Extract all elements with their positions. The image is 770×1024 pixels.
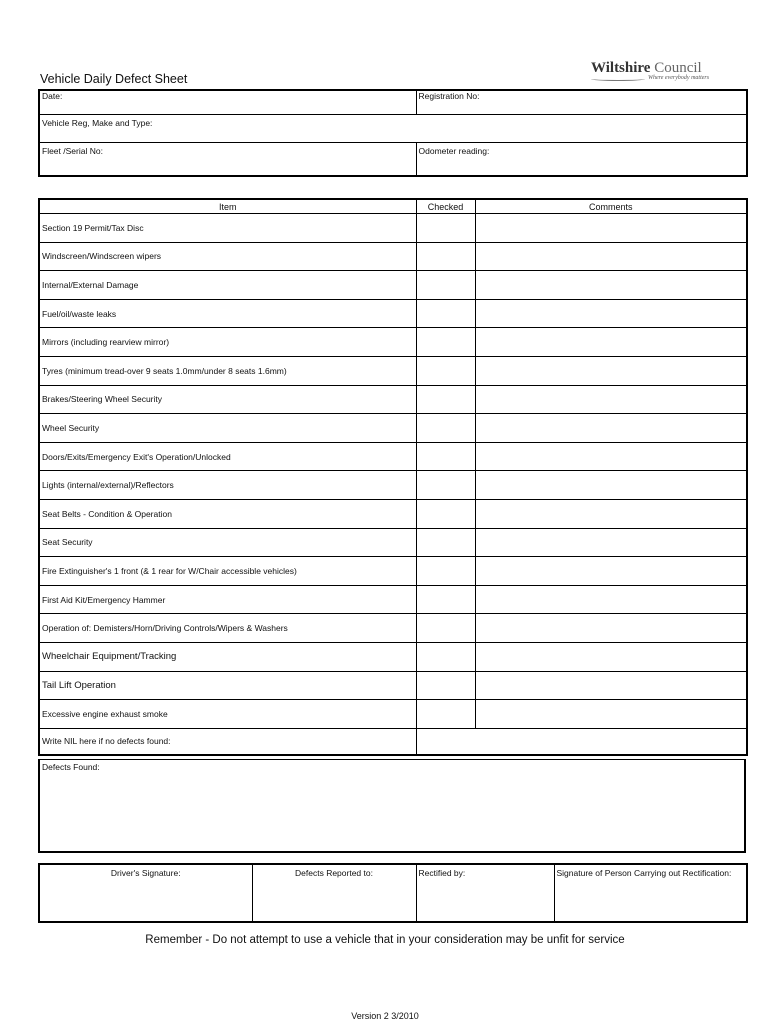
column-header-comments: Comments	[475, 199, 747, 214]
driver-signature-label: Driver's Signature:	[110, 868, 181, 878]
comments-cell[interactable]	[475, 356, 747, 385]
item-label: Seat Security	[39, 528, 416, 557]
checked-cell[interactable]	[416, 214, 475, 243]
nil-field[interactable]	[39, 728, 416, 755]
table-header-row	[39, 199, 747, 214]
nil-row	[39, 728, 747, 755]
item-label: Doors/Exits/Emergency Exit's Operation/Unlocked	[39, 442, 416, 471]
fleet-field[interactable]	[39, 142, 416, 176]
logo-tagline: Where everybody matters	[648, 75, 710, 81]
comments-cell[interactable]	[475, 214, 747, 243]
odometer-label: Odometer reading:	[418, 145, 490, 156]
column-header-checked: Checked	[416, 199, 475, 214]
table-row	[39, 414, 747, 443]
table-row	[39, 385, 747, 414]
comments-cell[interactable]	[475, 614, 747, 643]
table-row	[39, 671, 747, 700]
table-row	[39, 471, 747, 500]
checked-cell[interactable]	[416, 242, 475, 271]
registration-label: Registration No:	[418, 91, 480, 101]
table-row	[39, 557, 747, 586]
comments-cell[interactable]	[475, 328, 747, 357]
checked-cell[interactable]	[416, 471, 475, 500]
defect-check-table	[38, 198, 748, 756]
rectified-by-field[interactable]	[416, 864, 554, 922]
item-label: Mirrors (including rearview mirror)	[39, 328, 416, 357]
table-row	[39, 242, 747, 271]
date-field[interactable]	[39, 90, 416, 114]
rectified-by-label: Rectified by:	[418, 868, 466, 878]
checked-cell[interactable]	[416, 700, 475, 729]
remember-notice: Remember - Do not attempt to use a vehicle that in your consideration may be unfit for service	[145, 934, 625, 946]
item-label: Seat Belts - Condition & Operation	[39, 499, 416, 528]
table-row	[39, 328, 747, 357]
checked-cell[interactable]	[416, 557, 475, 586]
comments-cell[interactable]	[475, 642, 747, 671]
table-row	[39, 700, 747, 729]
nil-label: Write NIL here if no defects found:	[42, 736, 171, 747]
table-row	[39, 442, 747, 471]
item-label: Tail Lift Operation	[39, 671, 416, 700]
checked-cell[interactable]	[416, 442, 475, 471]
table-row	[39, 614, 747, 643]
table-row	[39, 585, 747, 614]
checked-cell[interactable]	[416, 356, 475, 385]
checked-cell[interactable]	[416, 328, 475, 357]
comments-cell[interactable]	[475, 271, 747, 300]
item-label: Wheel Security	[39, 414, 416, 443]
defects-found-label: Defects Found:	[42, 762, 100, 772]
checked-cell[interactable]	[416, 385, 475, 414]
item-label: Section 19 Permit/Tax Disc	[39, 214, 416, 243]
comments-cell[interactable]	[475, 557, 747, 586]
item-label: Internal/External Damage	[39, 271, 416, 300]
fleet-label: Fleet /Serial No:	[42, 145, 103, 156]
item-label: Tyres (minimum tread-over 9 seats 1.0mm/under 8 seats 1.6mm)	[39, 356, 416, 385]
comments-cell[interactable]	[475, 471, 747, 500]
defects-found-field[interactable]	[38, 759, 746, 853]
table-row	[39, 528, 747, 557]
comments-cell[interactable]	[475, 442, 747, 471]
checked-cell[interactable]	[416, 499, 475, 528]
vehicle-reg-label: Vehicle Reg, Make and Type:	[42, 117, 153, 128]
logo-name-bold: Wiltshire	[591, 60, 651, 76]
comments-cell[interactable]	[475, 585, 747, 614]
checked-cell[interactable]	[416, 299, 475, 328]
checked-cell[interactable]	[416, 642, 475, 671]
comments-cell[interactable]	[475, 299, 747, 328]
comments-cell[interactable]	[475, 499, 747, 528]
logo-name-light: Council	[654, 60, 702, 76]
checked-cell[interactable]	[416, 614, 475, 643]
item-label: Brakes/Steering Wheel Security	[39, 385, 416, 414]
driver-signature-field[interactable]	[39, 864, 252, 922]
item-label: Fuel/oil/waste leaks	[39, 299, 416, 328]
defects-reported-field[interactable]	[252, 864, 416, 922]
table-row	[39, 356, 747, 385]
rectifier-signature-field[interactable]	[554, 864, 747, 922]
item-label: Windscreen/Windscreen wipers	[39, 242, 416, 271]
item-label: Excessive engine exhaust smoke	[39, 700, 416, 729]
logo-swoosh-icon	[591, 77, 645, 81]
checked-cell[interactable]	[416, 271, 475, 300]
table-row	[39, 499, 747, 528]
item-label: Operation of: Demisters/Horn/Driving Controls/Wipers & Washers	[39, 614, 416, 643]
comments-cell[interactable]	[475, 414, 747, 443]
table-row	[39, 299, 747, 328]
comments-cell[interactable]	[475, 671, 747, 700]
table-row	[39, 642, 747, 671]
vehicle-reg-field[interactable]	[39, 114, 747, 142]
checked-cell[interactable]	[416, 528, 475, 557]
signature-table	[38, 863, 748, 923]
defects-reported-label: Defects Reported to:	[295, 868, 373, 878]
rectifier-signature-label: Signature of Person Carrying out Rectification:	[556, 868, 732, 878]
table-row	[39, 214, 747, 243]
date-label: Date:	[42, 91, 63, 101]
checked-cell[interactable]	[416, 585, 475, 614]
item-label: Wheelchair Equipment/Tracking	[39, 642, 416, 671]
comments-cell[interactable]	[475, 528, 747, 557]
item-label: Fire Extinguisher's 1 front (& 1 rear for W/Chair accessible vehicles)	[39, 557, 416, 586]
comments-cell[interactable]	[475, 385, 747, 414]
column-header-item: Item	[39, 199, 416, 214]
comments-cell[interactable]	[475, 700, 747, 729]
registration-field[interactable]	[416, 90, 747, 114]
table-row	[39, 271, 747, 300]
vehicle-info-table	[38, 89, 748, 177]
odometer-field[interactable]	[416, 142, 747, 176]
checked-cell[interactable]	[416, 671, 475, 700]
nil-spacer	[416, 728, 747, 755]
item-label: First Aid Kit/Emergency Hammer	[39, 585, 416, 614]
comments-cell[interactable]	[475, 242, 747, 271]
version-label: Version 2 3/2010	[351, 1011, 419, 1021]
item-label: Lights (internal/external)/Reflectors	[39, 471, 416, 500]
page-title: Vehicle Daily Defect Sheet	[40, 72, 188, 86]
checked-cell[interactable]	[416, 414, 475, 443]
